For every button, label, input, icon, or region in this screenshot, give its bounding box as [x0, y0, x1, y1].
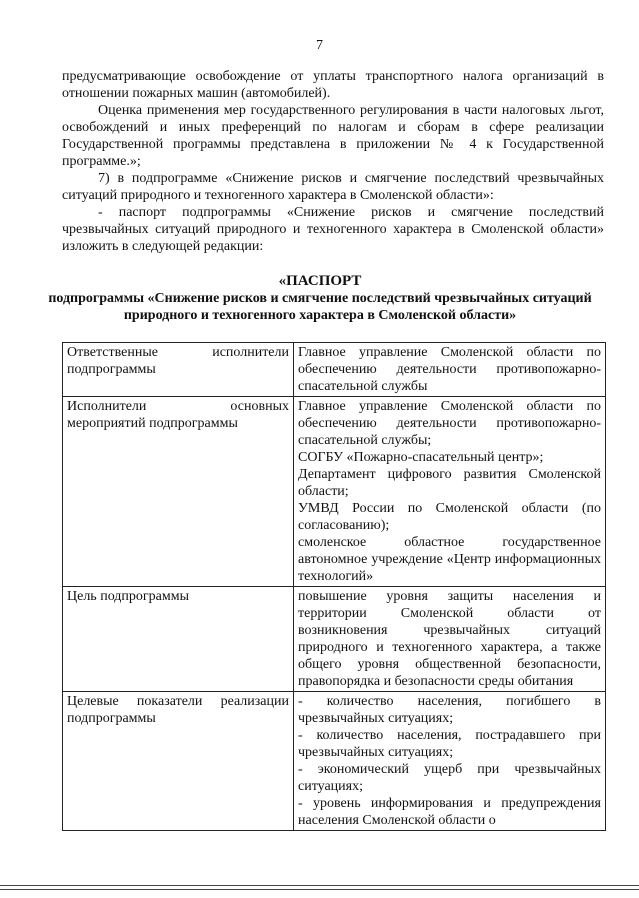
value-entry: Главное управление Смоленской области по обеспечению деятельности противопожарно-спасательной службы; — [298, 399, 601, 448]
body-text — [62, 68, 604, 255]
row-value — [294, 587, 606, 692]
value-entry: - уровень информирования и предупреждения населения Смоленской области о — [298, 796, 601, 828]
value-entry: УМВД России по Смоленской области (по согласованию); — [298, 501, 601, 533]
passport-table — [62, 342, 606, 831]
table-row — [63, 343, 606, 397]
table-row — [63, 587, 606, 692]
value-entry: повышение уровня защиты населения и территории Смоленской области от возникновения чрезвычайных ситуаций природного и техногенного характера, а также общего уровня общественной безопасности, правопорядка и безопасности среды обитания — [298, 589, 601, 689]
row-label: Цель подпрограммы — [63, 587, 294, 692]
table-row — [63, 397, 606, 587]
passport-heading — [40, 273, 600, 324]
page-number: 7 — [316, 38, 323, 53]
paragraph-1: предусматривающие освобождение от уплаты транспортного налога организаций в отношении пожарных машин (автомобилей). — [62, 69, 604, 101]
passport-title: «ПАСПОРТ — [278, 273, 362, 289]
row-label: Ответственные исполнители подпрограммы — [63, 343, 294, 397]
value-entry: смоленское областное государственное автономное учреждение «Центр информационных технологий» — [298, 535, 601, 584]
value-entry: - экономический ущерб при чрезвычайных ситуациях; — [298, 762, 601, 794]
row-value — [294, 343, 606, 397]
value-entry: СОГБУ «Пожарно-спасательный центр»; — [298, 450, 544, 465]
row-label: Целевые показатели реализации подпрограммы — [63, 692, 294, 831]
footer-divider — [0, 889, 639, 890]
row-value — [294, 397, 606, 587]
paragraph-4: - паспорт подпрограммы «Снижение рисков и смягчение последствий чрезвычайных ситуаций природного и техногенного характера в Смоленской области» изложить в следующей редакции: — [62, 205, 604, 254]
paragraph-2: Оценка применения мер государственного регулирования в части налоговых льгот, освобождений и иных преференций по налогам и сборам в сфере реализации Государственной программы представлена в приложении № 4 к Государственной программе.»; — [62, 103, 604, 169]
table-row — [63, 692, 606, 831]
passport-subtitle: подпрограммы «Снижение рисков и смягчение последствий чрезвычайных ситуаций природного и техногенного характера в Смоленской области» — [48, 291, 592, 323]
row-label: Исполнители основных мероприятий подпрограммы — [63, 397, 294, 587]
footer-divider — [0, 885, 639, 886]
paragraph-3: 7) в подпрограмме «Снижение рисков и смягчение последствий чрезвычайных ситуаций природного и техногенного характера в Смоленской области»: — [62, 171, 604, 203]
value-entry: Департамент цифрового развития Смоленской области; — [298, 467, 601, 499]
row-value — [294, 692, 606, 831]
value-entry: Главное управление Смоленской области по обеспечению деятельности противопожарно-спасательной службы — [298, 345, 601, 394]
value-entry: - количество населения, погибшего в чрезвычайных ситуациях; — [298, 694, 601, 726]
value-entry: - количество населения, пострадавшего при чрезвычайных ситуациях; — [298, 728, 601, 760]
